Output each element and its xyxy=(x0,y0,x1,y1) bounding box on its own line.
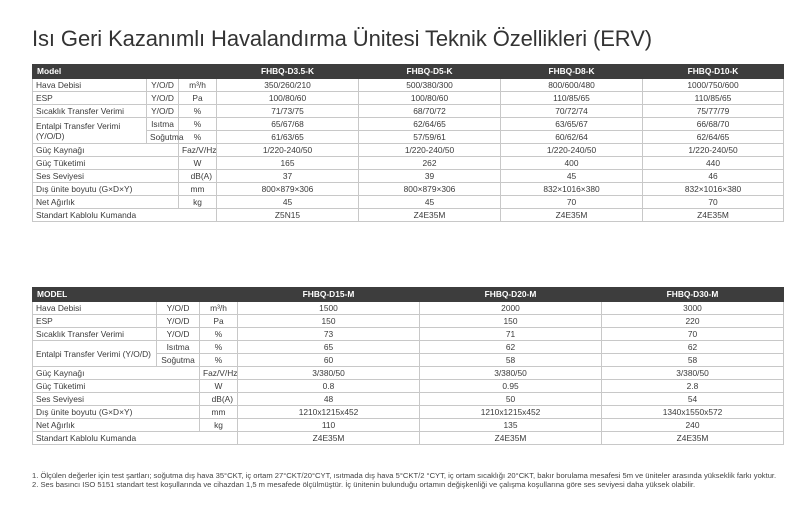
row-label: Ses Seviyesi xyxy=(33,393,200,406)
table-row xyxy=(33,432,784,445)
table-row xyxy=(33,341,784,354)
row-mode: Isıtma xyxy=(157,341,200,354)
cell-value: 62/64/65 xyxy=(359,118,501,131)
row-mode: Y/O/D xyxy=(147,92,179,105)
cell-value: 75/77/79 xyxy=(643,105,784,118)
row-mode: Soğutma xyxy=(147,131,179,144)
row-label: Hava Debisi xyxy=(33,302,157,315)
row-label: Sıcaklık Transfer Verimi xyxy=(33,105,147,118)
cell-value: 60 xyxy=(238,354,420,367)
row-label: Net Ağırlık xyxy=(33,196,179,209)
header-model: FHBQ-D10-K xyxy=(643,65,784,79)
table-row xyxy=(33,105,784,118)
table-row xyxy=(33,118,784,131)
row-unit: Faz/V/Hz xyxy=(200,367,238,380)
cell-value: Z4E35M xyxy=(359,209,501,222)
table-row xyxy=(33,79,784,92)
table-row xyxy=(33,92,784,105)
row-unit: dB(A) xyxy=(200,393,238,406)
cell-value: 110/85/65 xyxy=(643,92,784,105)
cell-value: 61/63/65 xyxy=(217,131,359,144)
cell-value: 350/260/210 xyxy=(217,79,359,92)
cell-value: 1/220-240/50 xyxy=(359,144,501,157)
cell-value: 58 xyxy=(420,354,602,367)
row-unit: % xyxy=(200,341,238,354)
row-label: Hava Debisi xyxy=(33,79,147,92)
cell-value: 1340x1550x572 xyxy=(602,406,784,419)
cell-value: 63/65/67 xyxy=(501,118,643,131)
row-unit: % xyxy=(179,118,217,131)
cell-value: 57/59/61 xyxy=(359,131,501,144)
table-row xyxy=(33,170,784,183)
row-unit: Pa xyxy=(200,315,238,328)
cell-value: 60/62/64 xyxy=(501,131,643,144)
row-label: Sıcaklık Transfer Verimi xyxy=(33,328,157,341)
cell-value: Z4E35M xyxy=(602,432,784,445)
table-row xyxy=(33,196,784,209)
row-unit: mm xyxy=(179,183,217,196)
table-row xyxy=(33,315,784,328)
cell-value: 39 xyxy=(359,170,501,183)
cell-value: 46 xyxy=(643,170,784,183)
cell-value: 70 xyxy=(643,196,784,209)
cell-value: 110/85/65 xyxy=(501,92,643,105)
cell-value: 110 xyxy=(238,419,420,432)
cell-value: 100/80/60 xyxy=(359,92,501,105)
row-mode: Isıtma xyxy=(147,118,179,131)
cell-value: 45 xyxy=(359,196,501,209)
row-unit: % xyxy=(179,105,217,118)
cell-value: 1000/750/600 xyxy=(643,79,784,92)
cell-value: 3/380/50 xyxy=(238,367,420,380)
row-label: ESP xyxy=(33,92,147,105)
row-mode: Soğutma xyxy=(157,354,200,367)
cell-value: 500/380/300 xyxy=(359,79,501,92)
cell-value: 100/80/60 xyxy=(217,92,359,105)
row-label: Net Ağırlık xyxy=(33,419,200,432)
cell-value: 62 xyxy=(420,341,602,354)
cell-value: Z5N15 xyxy=(217,209,359,222)
header-model: FHBQ-D15-M xyxy=(238,288,420,302)
row-label: Dış ünite boyutu (G×D×Y) xyxy=(33,183,179,196)
cell-value: 62/64/65 xyxy=(643,131,784,144)
cell-value: Z4E35M xyxy=(420,432,602,445)
table-row xyxy=(33,157,784,170)
cell-value: 65/67/68 xyxy=(217,118,359,131)
cell-value: 1/220-240/50 xyxy=(217,144,359,157)
row-mode: Y/O/D xyxy=(147,105,179,118)
table-row xyxy=(33,328,784,341)
table-row xyxy=(33,183,784,196)
row-unit: % xyxy=(179,131,217,144)
footnote: 1. Ölçülen değerler için test şartları; soğutma dış hava 35°CKT, iç ortam 27°CKT/20°CYT, ısıtmada dış hava 5°CKT/2 °CYT, iç ortam sıcaklığı 20°CKT, bakır borulama mesafesi 5m ve üniteler arasında yükseklik farkı yoktur. xyxy=(32,471,777,480)
row-label: Entalpi Transfer Verimi (Y/O/D) xyxy=(33,118,147,144)
row-label: Güç Kaynağı xyxy=(33,367,200,380)
cell-value: 0.95 xyxy=(420,380,602,393)
cell-value: 1/220-240/50 xyxy=(643,144,784,157)
header-model: FHBQ-D8-K xyxy=(501,65,643,79)
row-unit: % xyxy=(200,354,238,367)
cell-value: 3000 xyxy=(602,302,784,315)
row-unit: dB(A) xyxy=(179,170,217,183)
table-row xyxy=(33,144,784,157)
footnotes xyxy=(32,471,792,489)
cell-value: 68/70/72 xyxy=(359,105,501,118)
cell-value: 1210x1215x452 xyxy=(238,406,420,419)
cell-value: 66/68/70 xyxy=(643,118,784,131)
table-row xyxy=(33,367,784,380)
table-header-row xyxy=(33,65,784,79)
table-row xyxy=(33,406,784,419)
table-row xyxy=(33,419,784,432)
cell-value: 2000 xyxy=(420,302,602,315)
cell-value: 65 xyxy=(238,341,420,354)
table-row xyxy=(33,380,784,393)
cell-value: 3/380/50 xyxy=(420,367,602,380)
row-label: Güç Tüketimi xyxy=(33,380,200,393)
cell-value: 832×1016×380 xyxy=(501,183,643,196)
row-unit: kg xyxy=(179,196,217,209)
cell-value: 800×879×306 xyxy=(359,183,501,196)
header-model: FHBQ-D20-M xyxy=(420,288,602,302)
header-model: FHBQ-D3.5-K xyxy=(217,65,359,79)
row-unit: kg xyxy=(200,419,238,432)
cell-value: 165 xyxy=(217,157,359,170)
cell-value: 440 xyxy=(643,157,784,170)
cell-value: 800/600/480 xyxy=(501,79,643,92)
cell-value: 240 xyxy=(602,419,784,432)
cell-value: Z4E35M xyxy=(643,209,784,222)
row-label: ESP xyxy=(33,315,157,328)
row-mode: Y/O/D xyxy=(157,302,200,315)
cell-value: 62 xyxy=(602,341,784,354)
footnote: 2. Ses basıncı ISO 5151 standart test koşullarında ve cihazdan 1,5 m mesafede ölçülmüştür. İç ünitenin bulunduğu ortamın değişkenliği ve çalışma koşullarına göre ses seviyesi daha yüksek olabilir. xyxy=(32,480,696,489)
cell-value: 73 xyxy=(238,328,420,341)
row-unit: W xyxy=(179,157,217,170)
row-label: Entalpi Transfer Verimi (Y/O/D) xyxy=(33,341,157,367)
cell-value: Z4E35M xyxy=(501,209,643,222)
row-unit: mm xyxy=(200,406,238,419)
row-label: Standart Kablolu Kumanda xyxy=(33,432,238,445)
row-mode: Y/O/D xyxy=(147,79,179,92)
cell-value: 1500 xyxy=(238,302,420,315)
row-unit: Faz/V/Hz xyxy=(179,144,217,157)
cell-value: 0.8 xyxy=(238,380,420,393)
header-model-label: MODEL xyxy=(33,288,238,302)
cell-value: 45 xyxy=(501,170,643,183)
cell-value: 54 xyxy=(602,393,784,406)
row-mode: Y/O/D xyxy=(157,315,200,328)
table-header-row xyxy=(33,288,784,302)
row-mode: Y/O/D xyxy=(157,328,200,341)
cell-value: 135 xyxy=(420,419,602,432)
header-model-label: Model xyxy=(33,65,217,79)
spec-table-m-series xyxy=(32,287,784,445)
table-row xyxy=(33,393,784,406)
row-unit: m³/h xyxy=(200,302,238,315)
cell-value: 50 xyxy=(420,393,602,406)
table-row xyxy=(33,209,784,222)
cell-value: 48 xyxy=(238,393,420,406)
row-unit: Pa xyxy=(179,92,217,105)
cell-value: Z4E35M xyxy=(238,432,420,445)
spec-table-k-series xyxy=(32,64,784,222)
cell-value: 3/380/50 xyxy=(602,367,784,380)
cell-value: 70 xyxy=(501,196,643,209)
cell-value: 220 xyxy=(602,315,784,328)
cell-value: 1/220-240/50 xyxy=(501,144,643,157)
cell-value: 70/72/74 xyxy=(501,105,643,118)
cell-value: 2.8 xyxy=(602,380,784,393)
cell-value: 37 xyxy=(217,170,359,183)
row-unit: % xyxy=(200,328,238,341)
cell-value: 262 xyxy=(359,157,501,170)
cell-value: 150 xyxy=(420,315,602,328)
page-title: Isı Geri Kazanımlı Havalandırma Ünitesi Teknik Özellikleri (ERV) xyxy=(32,26,652,51)
row-label: Güç Tüketimi xyxy=(33,157,179,170)
cell-value: 58 xyxy=(602,354,784,367)
row-unit: W xyxy=(200,380,238,393)
cell-value: 71/73/75 xyxy=(217,105,359,118)
row-label: Standart Kablolu Kumanda xyxy=(33,209,217,222)
cell-value: 71 xyxy=(420,328,602,341)
row-label: Güç Kaynağı xyxy=(33,144,179,157)
row-label: Dış ünite boyutu (G×D×Y) xyxy=(33,406,200,419)
header-model: FHBQ-D30-M xyxy=(602,288,784,302)
row-unit: m³/h xyxy=(179,79,217,92)
cell-value: 70 xyxy=(602,328,784,341)
cell-value: 800×879×306 xyxy=(217,183,359,196)
cell-value: 400 xyxy=(501,157,643,170)
cell-value: 150 xyxy=(238,315,420,328)
cell-value: 832×1016×380 xyxy=(643,183,784,196)
cell-value: 1210x1215x452 xyxy=(420,406,602,419)
header-model: FHBQ-D5-K xyxy=(359,65,501,79)
table-row xyxy=(33,302,784,315)
row-label: Ses Seviyesi xyxy=(33,170,179,183)
cell-value: 45 xyxy=(217,196,359,209)
